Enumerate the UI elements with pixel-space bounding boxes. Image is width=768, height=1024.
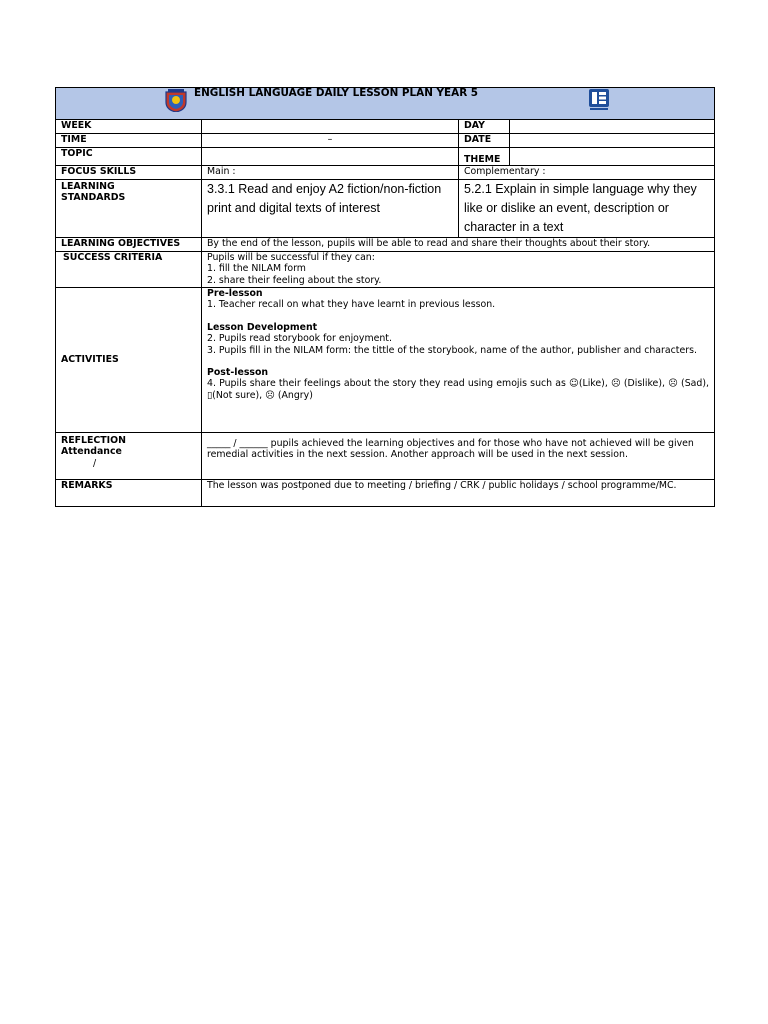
- activities-row: [56, 288, 715, 433]
- focus-main: Main :: [202, 166, 459, 180]
- week-label: WEEK: [56, 120, 202, 134]
- post-lesson-heading: Post-lesson: [207, 367, 269, 379]
- header-row: [56, 88, 715, 120]
- success-criteria-line: 2. share their feeling about the story.: [207, 274, 382, 286]
- time-label: TIME: [56, 134, 202, 148]
- learning-objectives-row: [56, 238, 715, 252]
- topic-label: TOPIC: [56, 148, 202, 166]
- post-lesson-item: 4. Pupils share their feelings about the story they read using emojis such as ☺(Like), ☹ (Dislike), ☹ (Sad), ▯(Not sure), ☹ (Angry): [207, 378, 709, 401]
- time-row: [56, 134, 715, 148]
- success-criteria-line: 1. fill the NILAM form: [207, 263, 306, 275]
- lesson-plan-table: [55, 87, 715, 507]
- activities-label: ACTIVITIES: [56, 288, 202, 433]
- week-value: [202, 120, 459, 134]
- theme-label: THEME: [459, 148, 510, 166]
- remarks-row: [56, 480, 715, 507]
- success-criteria-label: SUCCESS CRITERIA: [56, 252, 202, 288]
- lesson-development-heading: Lesson Development: [207, 321, 318, 333]
- week-row: [56, 120, 715, 134]
- school-badge-icon: [588, 88, 610, 112]
- success-criteria-line: Pupils will be successful if they can:: [207, 252, 375, 263]
- learning-standards-row: [56, 180, 715, 238]
- pre-lesson-item: 1. Teacher recall on what they have learnt in previous lesson.: [207, 299, 496, 311]
- day-label: DAY: [459, 120, 510, 134]
- date-value: [510, 134, 715, 148]
- lesson-development-item: 3. Pupils fill in the NILAM form: the tittle of the storybook, name of the author, publisher and characters.: [207, 344, 697, 356]
- header-title: ENGLISH LANGUAGE DAILY LESSON PLAN YEAR 5: [194, 87, 479, 99]
- learning-standards-label: [56, 180, 202, 238]
- activities-cell: [202, 288, 715, 433]
- topic-value: [202, 148, 459, 166]
- school-crest-icon: [164, 88, 188, 112]
- reflection-text: _____ / ______ pupils achieved the learning objectives and for those who have not achieved will be given remedial activities in the next session. Another approach will be used in the next session.: [202, 433, 715, 480]
- attendance-label: Attendance: [61, 446, 122, 458]
- standard-main: 3.3.1 Read and enjoy A2 fiction/non-fiction print and digital texts of interest: [202, 180, 459, 238]
- focus-skills-row: [56, 166, 715, 180]
- lesson-plan-page: [55, 87, 714, 507]
- topic-row: [56, 148, 715, 166]
- theme-value: [510, 148, 715, 166]
- pre-lesson-heading: Pre-lesson: [207, 288, 263, 299]
- lesson-development-item: 2. Pupils read storybook for enjoyment.: [207, 333, 392, 345]
- learning-objectives-label: LEARNING OBJECTIVES: [56, 238, 202, 252]
- learning-objectives-text: By the end of the lesson, pupils will be able to read and share their thoughts about their story.: [202, 238, 715, 252]
- time-value: –: [202, 134, 459, 148]
- reflection-row: [56, 433, 715, 480]
- learning-standards-label-line-1: LEARNING: [61, 181, 115, 192]
- focus-complementary: Complementary :: [459, 166, 715, 180]
- success-criteria-row: [56, 252, 715, 288]
- header-cell: [56, 88, 715, 120]
- learning-standards-label-line-2: STANDARDS: [61, 192, 126, 204]
- spacer: [207, 311, 709, 322]
- success-criteria-cell: [202, 252, 715, 288]
- day-value: [510, 120, 715, 134]
- remarks-label: REMARKS: [56, 480, 202, 507]
- standard-complementary: 5.2.1 Explain in simple language why they like or dislike an event, description or character in a text: [459, 180, 715, 238]
- attendance-slash: /: [93, 457, 97, 469]
- spacer: [207, 356, 709, 367]
- reflection-label: REFLECTION: [61, 435, 126, 446]
- remarks-text: The lesson was postponed due to meeting / briefing / CRK / public holidays / school programme/MC.: [202, 480, 715, 507]
- reflection-label-cell: [56, 433, 202, 480]
- date-label: DATE: [459, 134, 510, 148]
- focus-skills-label: FOCUS SKILLS: [56, 166, 202, 180]
